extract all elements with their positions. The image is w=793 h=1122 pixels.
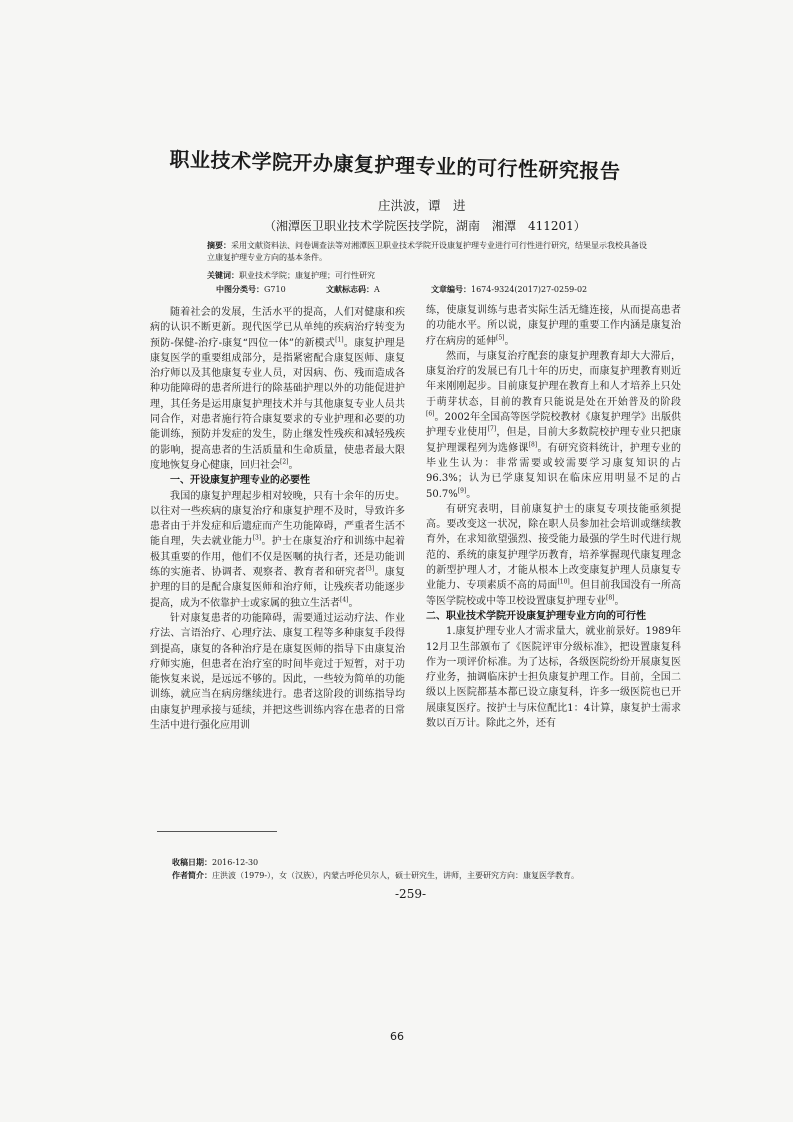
doccode-value: A xyxy=(374,285,380,294)
section-heading-1: 一、开设康复护理专业的必要性 xyxy=(170,475,310,487)
right-column xyxy=(426,303,681,731)
keywords-text: 职业技术学院；康复护理；可行性研究 xyxy=(239,271,375,280)
article-label: 文章编号： xyxy=(431,284,471,294)
paragraph: 然而，与康复治疗配套的康复护理教育却大大滞后，康复治疗的发展已有几十年的历史，而康复护理教育则近年来刚刚起步。目前康复护理在教育上和人才培养上只处于萌芽状态，目前的教育只能说是处在开始普及的阶段[6]。2002年全国高等医学院校教材《康复护理学》出版供护理专业使用[7]，但是，目前大多数院校护理专业只把康复护理课程列为选修课[8]。有研究资料统计，护理专业的毕业生认为：非常需要或较需要学习康复知识的占96.3%；认为已学康复知识在临床应用明显不足的占50.7%[9]。 xyxy=(426,350,682,500)
abstract xyxy=(207,240,647,264)
author-bio: 作者简介：庄洪波（1979-），女（汉族），内蒙古呼伦贝尔人，硕士研究生，讲师，主要研究方向：康复医学教育。 xyxy=(172,871,580,880)
article-value: 1674-9324(2017)27-0259-02 xyxy=(471,285,588,294)
received-date: 收稿日期：2016-12-30 xyxy=(172,858,259,867)
paragraph: 针对康复患者的功能障碍，需要通过运动疗法、作业疗法、言语治疗、心理疗法、康复工程等多种康复手段得到提高，康复的各种治疗是在康复医师的指导下由康复治疗师实施，但患者在治疗室的时间毕竟过于短暂，对于功能恢复来说，是远远不够的。因此，一些较为简单的功能训练，就应当在病房继续进行。患者这阶段的训练指导均由康复护理承接与延续，并把这些训练内容在患者的日常生活中进行强化应用训 xyxy=(150,612,405,732)
paragraph: 1.康复护理专业人才需求量大，就业前景好。1989年12月卫生部颁布了《医院评审分级标准》，把设置康复科作为一项评价标准。为了达标，各级医院纷纷开展康复医疗业务，抽调临床护士担负康复护理工作。目前，全国二级以上医院都基本都已设立康复科，许多一级医院也已开展康复医疗。按护士与床位配比1：4计算，康复护士需求数以百万计。除此之外，还有 xyxy=(426,626,681,730)
paragraph: 练，使康复训练与患者实际生活无缝连接，从而提高患者的功能水平。所以说，康复护理的重要工作内涵是康复治疗在病房的延伸[5]。 xyxy=(426,305,681,347)
affiliation: （湘潭医卫职业技术学院医技学院，湖南 湘潭 411201） xyxy=(264,219,586,233)
doccode-label: 文献标志码： xyxy=(326,284,374,294)
authors: 庄洪波，谭 进 xyxy=(378,198,466,213)
keywords-label: 关键词： xyxy=(207,271,239,280)
footnote-divider xyxy=(157,831,277,832)
page-number: -259- xyxy=(395,887,427,901)
abstract-text: 采用文献资料法、问卷调查法等对湘潭医卫职业技术学院开设康复护理专业进行可行性进行研究，结果显示我校具备设立康复护理专业方向的基本条件。 xyxy=(207,241,647,262)
cls-value: G710 xyxy=(264,285,286,294)
abstract-label: 摘要： xyxy=(207,241,231,250)
paper-title: 职业技术学院开办康复护理专业的可行性研究报告 xyxy=(169,146,621,184)
paragraph: 随着社会的发展，生活水平的提高，人们对健康和疾病的认识不断更新。现代医学已从单纯的疾病治疗转变为预防-保健-治疗-康复“四位一体”的新模式[1]。康复护理是康复医学的重要组成部分，是指紧密配合康复医师、康复治疗师以及其他康复专业人员，对因病、伤、残而造成各种功能障碍的患者所进行的除基础护理以外的功能促进护理，其任务是运用康复护理技术并与其他康复专业人员共同合作，对患者施行符合康复要求的专业护理和必要的功能训练，预防并发症的发生，防止继发性残疾和减轻残疾的影响，提高患者的生活质量和生命质量，使患者最大限度地恢复身心健康，回归社会[2]。 xyxy=(150,307,405,471)
left-column xyxy=(150,305,405,733)
cls-label: 中图分类号： xyxy=(216,284,264,294)
paragraph: 有研究表明，目前康复护士的康复专项技能亟须提高。要改变这一状况，除在职人员参加社会培训或继续教育外，在求知欲望强烈、接受能力最强的学生时代进行规范的、系统的康复护理学历教育，培养掌握现代康复理念的新型护理人才，才能从根本上改变康复护理人员康复专业能力、专项素质不高的局面[10]。但目前我国没有一所高等医学院校或中等卫校设置康复护理专业[8]。 xyxy=(426,503,682,607)
paragraph: 我国的康复护理起步相对较晚，只有十余年的历史。以往对一些疾病的康复治疗和康复护理不及时，导致许多患者由于并发症和后遗症而产生功能障碍，严重者生活不能自理，失去就业能力[3]。护士在康复治疗和训练中起着极其重要的作用，他们不仅是医嘱的执行者，还是功能训练的实施者、协调者、观察者、教育者和研究者[3]。康复护理的目的是配合康复医师和治疗师，让残疾者功能逐步提高，成为不依靠护士或家属的独立生活者[4]。 xyxy=(150,490,406,609)
section-heading-2: 二、职业技术学院开设康复护理专业方向的可行性 xyxy=(426,610,646,622)
scan-page-number: 66 xyxy=(390,1030,404,1043)
keywords xyxy=(207,270,647,282)
